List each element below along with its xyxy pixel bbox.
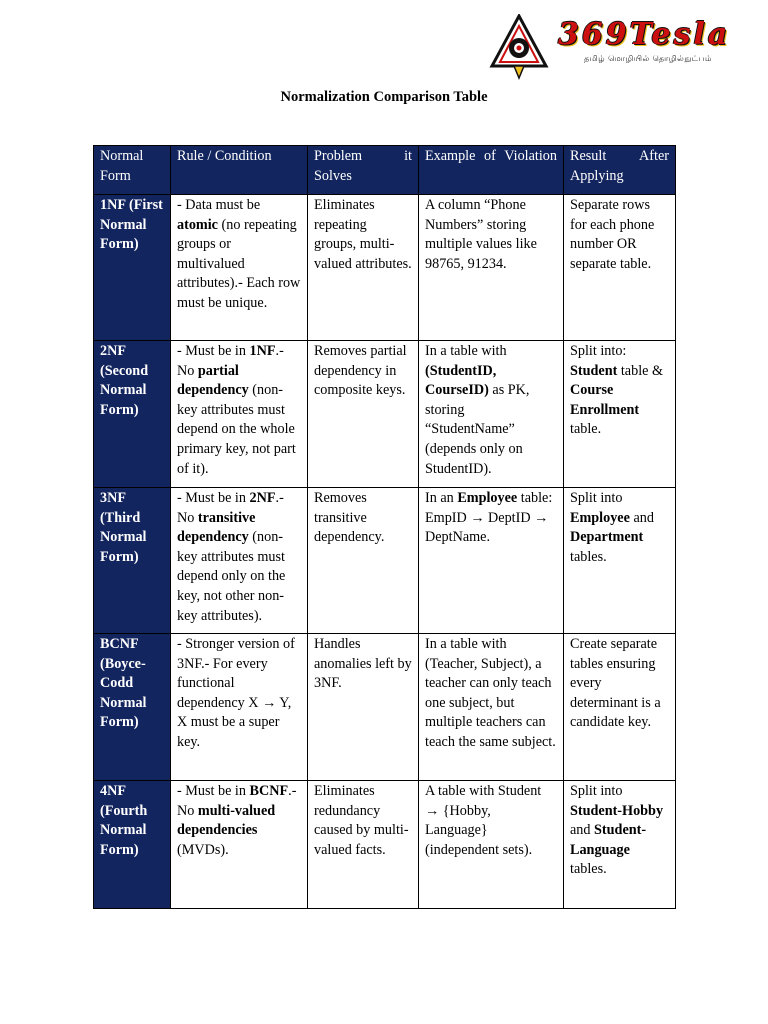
example-cell: In a table with (StudentID, CourseID) as PK, storing “StudentName” (depends only on StudentID). [419, 341, 564, 488]
result-cell: Split into Student-Hobby and Student-Language tables. [564, 781, 676, 909]
logo-emblem-icon [488, 14, 550, 80]
problem-cell: Eliminates repeating groups, multi-valued attributes. [308, 195, 419, 341]
problem-cell: Eliminates redundancy caused by multi-valued facts. [308, 781, 419, 909]
column-header: Example of Violation [419, 146, 564, 195]
rule-cell: - Must be in BCNF.- No multi-valued dependencies (MVDs). [171, 781, 308, 909]
table-row [94, 341, 676, 488]
column-header: Problem it Solves [308, 146, 419, 195]
problem-cell: Handles anomalies left by 3NF. [308, 634, 419, 781]
normal-form-cell: 1NF (First Normal Form) [94, 195, 171, 341]
normal-form-cell: BCNF (Boyce-Codd Normal Form) [94, 634, 171, 781]
example-cell: In an Employee table: EmpID → DeptID → DeptName. [419, 488, 564, 634]
normal-form-cell: 4NF (Fourth Normal Form) [94, 781, 171, 909]
result-cell: Split into: Student table & Course Enrollment table. [564, 341, 676, 488]
normalization-table [93, 145, 676, 909]
table-header-row [94, 146, 676, 195]
logo-text: 369Tesla [558, 17, 731, 52]
result-cell: Split into Employee and Department tables. [564, 488, 676, 634]
normal-form-cell: 2NF (Second Normal Form) [94, 341, 171, 488]
table-row [94, 634, 676, 781]
problem-cell: Removes transitive dependency. [308, 488, 419, 634]
result-cell: Create separate tables ensuring every determinant is a candidate key. [564, 634, 676, 781]
table-row [94, 488, 676, 634]
rule-cell: - Must be in 2NF.- No transitive dependency (non-key attributes must depend only on the key, not other non-key attributes). [171, 488, 308, 634]
column-header: Normal Form [94, 146, 171, 195]
rule-cell: - Must be in 1NF.- No partial dependency (non-key attributes must depend on the whole primary key, not part of it). [171, 341, 308, 488]
column-header: Result After Applying [564, 146, 676, 195]
result-cell: Separate rows for each phone number OR separate table. [564, 195, 676, 341]
example-cell: A column “Phone Numbers” storing multiple values like 98765, 91234. [419, 195, 564, 341]
normal-form-cell: 3NF (Third Normal Form) [94, 488, 171, 634]
example-cell: A table with Student → {Hobby, Language} (independent sets). [419, 781, 564, 909]
rule-cell: - Stronger version of 3NF.- For every functional dependency X → Y, X must be a super key. [171, 634, 308, 781]
page-title: Normalization Comparison Table [280, 89, 488, 105]
logo-tagline: தமிழ் மொழியில் தொழில்நுட்பம் [584, 54, 712, 63]
table-row [94, 781, 676, 909]
table-row [94, 195, 676, 341]
problem-cell: Removes partial dependency in composite keys. [308, 341, 419, 488]
rule-cell: - Data must be atomic (no repeating groups or multivalued attributes).- Each row must be unique. [171, 195, 308, 341]
column-header: Rule / Condition [171, 146, 308, 195]
example-cell: In a table with (Teacher, Subject), a teacher can only teach one subject, but multiple teachers can teach the same subject. [419, 634, 564, 781]
logo [488, 14, 744, 80]
